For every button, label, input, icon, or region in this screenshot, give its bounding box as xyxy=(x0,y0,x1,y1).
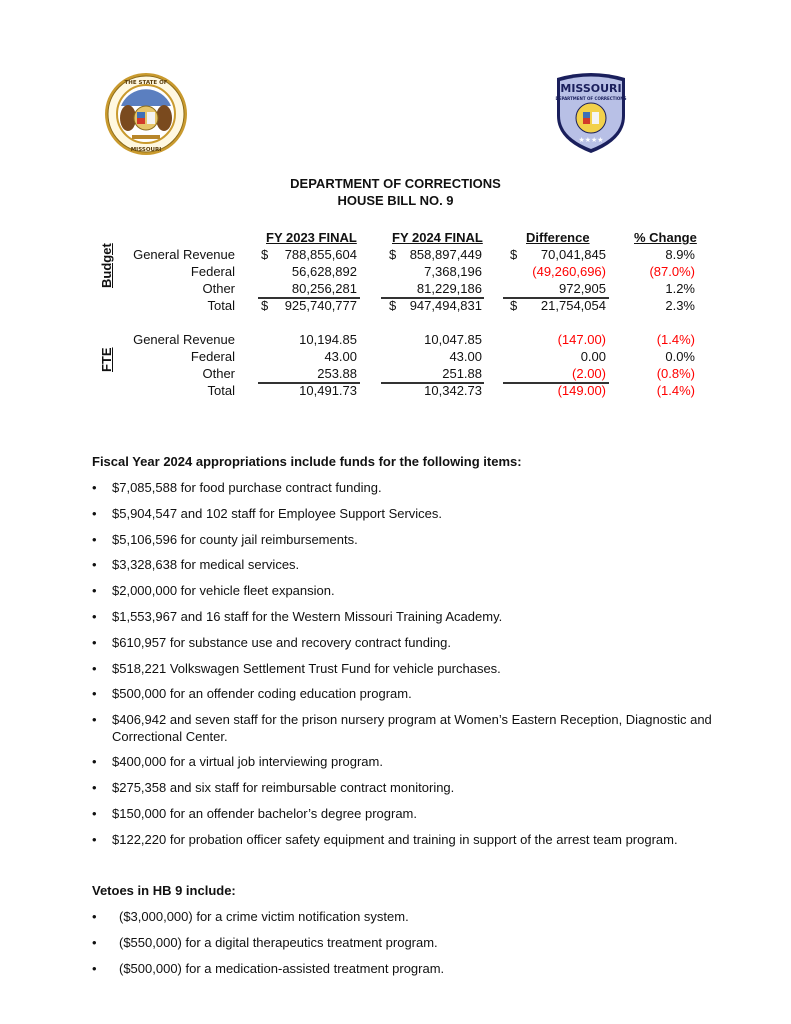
fy2023-value: 253.88 xyxy=(317,366,357,381)
pct-change-value: 2.3% xyxy=(665,298,695,313)
list-item: • $7,085,588 for food purchase contract funding. xyxy=(92,480,382,495)
svg-text:★★★★: ★★★★ xyxy=(578,136,604,144)
bullet-icon: • xyxy=(92,531,97,547)
bullet-icon: • xyxy=(92,934,97,950)
difference-value: 972,905 xyxy=(559,281,606,296)
row-label: Federal xyxy=(190,349,235,364)
row-label: Other xyxy=(202,281,235,296)
table-header-row xyxy=(0,230,791,247)
page-subtitle: HOUSE BILL NO. 9 xyxy=(337,193,454,208)
bullet-icon: • xyxy=(92,754,97,770)
fy2023-value: 10,491.73 xyxy=(299,383,357,398)
column-header-fy2024: FY 2024 FINAL xyxy=(392,230,483,245)
row-label: Total xyxy=(207,298,235,313)
fy2023-value: 10,194.85 xyxy=(299,332,357,347)
list-item: • $275,358 and six staff for reimbursable contract monitoring. xyxy=(92,780,455,796)
fy2024-value: 10,342.73 xyxy=(424,383,482,398)
bullet-icon: • xyxy=(92,780,97,796)
list-item: • $150,000 for an offender bachelor’s degree program. xyxy=(92,806,417,822)
row-label: General Revenue xyxy=(133,247,235,262)
pct-change-value: 1.2% xyxy=(665,281,695,296)
table-row xyxy=(0,332,791,349)
difference-value: 70,041,845 xyxy=(540,247,606,262)
table-row-total xyxy=(0,298,791,315)
difference-value: 0.00 xyxy=(580,349,606,364)
fy2023-value: 56,628,892 xyxy=(291,264,357,279)
bullet-icon: • xyxy=(92,505,97,521)
dollar-sign: $ xyxy=(389,247,397,262)
bullet-icon: • xyxy=(92,557,97,573)
difference-value: 21,754,054 xyxy=(540,298,606,313)
list-item: • $5,106,596 for county jail reimbursements. xyxy=(92,531,358,547)
difference-value: (149.00) xyxy=(557,383,606,398)
fte-section-label: FTE xyxy=(99,347,114,372)
difference-value: (2.00) xyxy=(572,366,606,381)
dollar-sign: $ xyxy=(510,247,518,262)
dollar-sign: $ xyxy=(261,298,269,313)
fy2024-value: 10,047.85 xyxy=(424,332,482,347)
bullet-icon: • xyxy=(92,480,97,495)
fy2023-value: 80,256,281 xyxy=(291,281,357,296)
bullet-icon: • xyxy=(92,806,97,822)
bullet-icon: • xyxy=(92,660,97,676)
svg-text:MISSOURI: MISSOURI xyxy=(130,147,162,153)
svg-text:MISSOURI: MISSOURI xyxy=(560,82,622,95)
list-item: • $500,000 for an offender coding education program. xyxy=(92,686,412,702)
list-item: • ($550,000) for a digital therapeutics treatment program. xyxy=(92,934,438,950)
bullet-icon: • xyxy=(92,831,97,847)
pct-change-value: 0.0% xyxy=(665,349,695,364)
budget-section-label: Budget xyxy=(99,243,114,288)
row-label: General Revenue xyxy=(133,332,235,347)
row-label: Total xyxy=(207,383,235,398)
fy2023-value: 43.00 xyxy=(324,349,357,364)
list-item: • ($3,000,000) for a crime victim notification system. xyxy=(92,909,409,924)
column-header-difference: Difference xyxy=(526,230,590,245)
table-row xyxy=(0,366,791,383)
svg-text:THE STATE OF: THE STATE OF xyxy=(124,80,168,86)
list-item: • $3,328,638 for medical services. xyxy=(92,557,300,573)
list-item: • $518,221 Volkswagen Settlement Trust Fund for vehicle purchases. xyxy=(92,660,501,676)
vetoes-list xyxy=(92,909,712,986)
dollar-sign: $ xyxy=(261,247,269,262)
svg-text:DEPARTMENT OF CORRECTIONS: DEPARTMENT OF CORRECTIONS xyxy=(555,96,627,101)
fy2024-value: 43.00 xyxy=(449,349,482,364)
bullet-icon: • xyxy=(92,583,97,599)
table-row xyxy=(0,247,791,264)
list-item: • $610,957 for substance use and recovery contract funding. xyxy=(92,634,451,650)
fy2023-value: 925,740,777 xyxy=(284,298,357,313)
appropriations-list xyxy=(92,480,712,858)
fy2023-value: 788,855,604 xyxy=(284,247,357,262)
fy2024-value: 947,494,831 xyxy=(409,298,482,313)
list-item: • $400,000 for a virtual job interviewing program. xyxy=(92,754,383,770)
table-row-total xyxy=(0,383,791,400)
row-label: Federal xyxy=(190,264,235,279)
difference-value: (49,260,696) xyxy=(532,264,606,279)
fy2024-value: 251.88 xyxy=(442,366,482,381)
dollar-sign: $ xyxy=(510,298,518,313)
pct-change-value: (1.4%) xyxy=(656,332,695,347)
list-item: • $5,904,547 and 102 staff for Employee Support Services. xyxy=(92,505,443,521)
department-of-corrections-patch-logo xyxy=(553,70,629,154)
bullet-icon: • xyxy=(92,960,97,976)
list-item: • $1,553,967 and 16 staff for the Western Missouri Training Academy. xyxy=(92,608,503,624)
bullet-icon: • xyxy=(92,909,97,924)
list-item: • $406,942 and seven staff for the prison nursery program at Women’s Eastern Reception, Diagnostic and Correctional Center. xyxy=(92,712,712,744)
dollar-sign: $ xyxy=(389,298,397,313)
missouri-state-seal-logo xyxy=(104,72,188,156)
row-label: Other xyxy=(202,366,235,381)
bullet-icon: • xyxy=(92,686,97,702)
list-item: • $2,000,000 for vehicle fleet expansion. xyxy=(92,583,335,599)
fy2024-value: 858,897,449 xyxy=(409,247,482,262)
pct-change-value: (1.4%) xyxy=(656,383,695,398)
column-header-pct-change: % Change xyxy=(634,230,697,245)
vetoes-heading: Vetoes in HB 9 include: xyxy=(92,883,236,898)
column-header-fy2023: FY 2023 FINAL xyxy=(266,230,357,245)
pct-change-value: 8.9% xyxy=(665,247,695,262)
fy2024-value: 7,368,196 xyxy=(424,264,482,279)
bullet-icon: • xyxy=(92,712,97,728)
table-row xyxy=(0,281,791,298)
bullet-icon: • xyxy=(92,634,97,650)
list-item: • ($500,000) for a medication-assisted treatment program. xyxy=(92,960,445,976)
appropriations-heading: Fiscal Year 2024 appropriations include funds for the following items: xyxy=(92,454,522,469)
list-item: • $122,220 for probation officer safety equipment and training in support of the arrest team program. xyxy=(92,831,678,847)
page-title: DEPARTMENT OF CORRECTIONS xyxy=(290,176,501,191)
difference-value: (147.00) xyxy=(557,332,606,347)
pct-change-value: (87.0%) xyxy=(649,264,695,279)
fy2024-value: 81,229,186 xyxy=(416,281,482,296)
bullet-icon: • xyxy=(92,608,97,624)
pct-change-value: (0.8%) xyxy=(656,366,695,381)
table-row xyxy=(0,349,791,366)
table-row xyxy=(0,264,791,281)
